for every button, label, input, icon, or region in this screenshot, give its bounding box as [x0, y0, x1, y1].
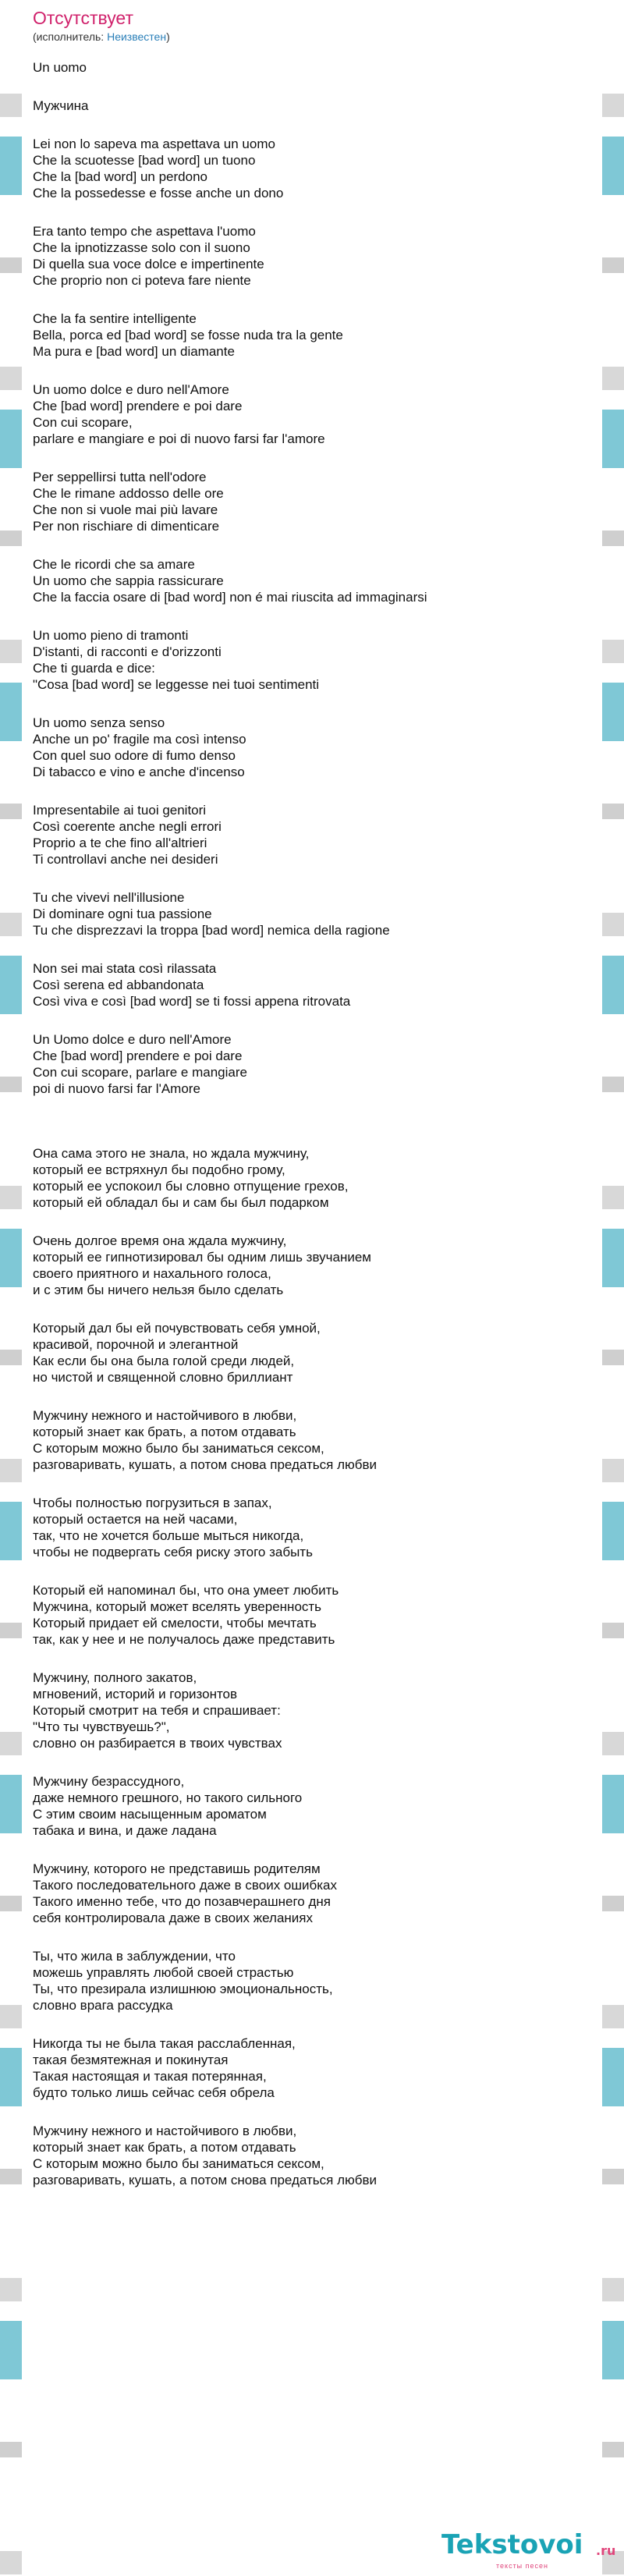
stanza [33, 223, 591, 289]
lyric-line: Такая настоящая и такая потерянная, [33, 2069, 267, 2084]
lyric-line: Мужчину безрассудного, [33, 1774, 185, 1789]
lyric-line: Che la scuotesse [bad word] un tuono [33, 153, 256, 168]
lyrics-card [22, 0, 602, 2576]
stanza [33, 1320, 591, 1386]
lyric-line: Bella, porca ed [bad word] se fosse nuda tra la gente [33, 328, 343, 342]
lyric-line: "Cosa [bad word] se leggesse nei tuoi sentimenti [33, 677, 320, 692]
lyric-line: который знает как брать, а потом отдавать [33, 1425, 296, 1439]
lyric-line: словно он разбирается в твоих чувствах [33, 1736, 282, 1751]
lyric-line: Che la faccia osare di [bad word] non é mai riuscita ad immaginarsi [33, 590, 427, 605]
lyric-line: Un uomo che sappia rassicurare [33, 573, 224, 588]
lyric-line: Per non rischiare di dimenticare [33, 519, 220, 534]
stanza [33, 715, 591, 780]
lyric-line: Proprio a te che fino all'altrieri [33, 836, 207, 850]
lyric-line: Con quel suo odore di fumo denso [33, 748, 236, 763]
lyric-line: Che le rimane addosso delle ore [33, 486, 224, 501]
stanza [33, 136, 591, 201]
stanza [33, 627, 591, 693]
site-logo[interactable] [441, 2529, 619, 2574]
lyric-line: своего приятного и нахального голоса, [33, 1266, 271, 1281]
lyric-line: себя контролировала даже в своих желаниях [33, 1911, 313, 1925]
artist-prefix: (исполнитель: [33, 30, 108, 43]
lyric-line: Che la fa sentire intelligente [33, 311, 197, 326]
lyric-line: и с этим бы ничего нельзя было сделать [33, 1283, 284, 1297]
stanza [33, 1407, 591, 1473]
lyric-line: D'istanti, di racconti e d'orizzonti [33, 644, 222, 659]
song-header [22, 0, 602, 44]
lyric-line: Non sei mai stata così rilassata [33, 961, 217, 976]
lyric-line: Di tabacco e vino e anche d'incenso [33, 765, 245, 779]
lyric-line: который ее гипнотизировал бы одним лишь звучанием [33, 1250, 371, 1265]
logo-tld: .ru [596, 2543, 616, 2558]
lyric-line: Che la [bad word] un perdono [33, 169, 207, 184]
lyric-line: так, как у нее и не получалось даже представить [33, 1632, 335, 1647]
artist-link[interactable]: Неизвестен [107, 30, 167, 43]
lyric-line: Tu che vivevi nell'illusione [33, 890, 185, 905]
lyric-line: но чистой и священной словно бриллиант [33, 1370, 293, 1385]
lyric-line: Который ей напоминал бы, что она умеет любить [33, 1583, 339, 1598]
lyric-line: Tu che disprezzavi la troppa [bad word] nemica della ragione [33, 923, 390, 938]
lyric-line: Как если бы она была голой среди людей, [33, 1354, 295, 1368]
lyric-line: Anche un po' fragile ma così intenso [33, 732, 246, 747]
stanza [33, 1773, 591, 1839]
lyric-line: Impresentabile ai tuoi genitori [33, 803, 207, 818]
lyric-line: табака и вина, и даже ладана [33, 1823, 217, 1838]
lyric-line: красивой, порочной и элегантной [33, 1337, 239, 1352]
song-title: Отсутствует [33, 8, 133, 28]
artist-suffix: ) [166, 30, 170, 43]
lyric-line: Che [bad word] prendere e poi dare [33, 399, 243, 413]
stanza [33, 1031, 591, 1097]
lyric-line: Con cui scopare, [33, 415, 133, 430]
lyric-line: Che le ricordi che sa amare [33, 557, 195, 572]
lyric-line: Ты, что презирала излишнюю эмоциональность, [33, 1982, 333, 1996]
lyric-line: Che ti guarda e dice: [33, 661, 155, 676]
lyric-line: Такого именно тебе, что до позавчерашнего дня [33, 1894, 331, 1909]
lyric-line: Era tanto tempo che aspettava l'uomo [33, 224, 256, 239]
lyric-line: Che la possedesse e fosse anche un dono [33, 186, 284, 200]
lyric-line: Che la ipnotizzasse solo con il suono [33, 240, 250, 255]
lyric-line: Che [bad word] prendere e poi dare [33, 1048, 243, 1063]
lyric-line: Così viva e così [bad word] se ti fossi appena ritrovata [33, 994, 351, 1009]
lyric-line: разговаривать, кушать, а потом снова предаться любви [33, 1457, 378, 1472]
lyric-line: такая безмятежная и покинутая [33, 2053, 229, 2067]
stanza [33, 960, 591, 1009]
lyric-line: Lei non lo sapeva ma aspettava un uomo [33, 137, 275, 151]
lyric-line: "Что ты чувствуешь?", [33, 1719, 170, 1734]
lyrics-body [22, 44, 602, 2188]
stanza [33, 469, 591, 534]
lyric-line: Un Uomo dolce e duro nell'Amore [33, 1032, 232, 1047]
lyric-line: мгновений, историй и горизонтов [33, 1687, 238, 1701]
stanza [33, 889, 591, 939]
stanza [33, 802, 591, 868]
lyric-line: Мужчина [33, 98, 89, 113]
stanza [33, 98, 591, 114]
lyric-line: Un uomo pieno di tramonti [33, 628, 189, 643]
lyric-line: который остается на ней часами, [33, 1512, 238, 1527]
stanza [33, 310, 591, 360]
lyric-line: Un uomo [33, 60, 87, 75]
lyric-line: который знает как брать, а потом отдавать [33, 2140, 296, 2155]
lyric-line: Un uomo dolce e duro nell'Amore [33, 382, 229, 397]
lyric-line: poi di nuovo farsi far l'Amore [33, 1081, 200, 1096]
lyric-line: Очень долгое время она ждала мужчину, [33, 1233, 287, 1248]
lyric-line: Мужчина, который может вселять уверенность [33, 1599, 322, 1614]
lyric-line: Никогда ты не была такая расслабленная, [33, 2036, 296, 2051]
lyric-line: Ma pura e [bad word] un diamante [33, 344, 235, 359]
lyric-line: Мужчину нежного и настойчивого в любви, [33, 2124, 297, 2138]
lyric-line: который ее успокоил бы словно отпущение грехов, [33, 1179, 349, 1194]
lyric-line: Она сама этого не знала, но ждала мужчину, [33, 1146, 310, 1161]
lyric-line: С этим своим насыщенным ароматом [33, 1807, 267, 1822]
lyric-line: Чтобы полностью погрузиться в запах, [33, 1496, 272, 1510]
lyric-line: чтобы не подвергать себя риску этого забыть [33, 1545, 313, 1559]
stanza [33, 1145, 591, 1211]
stanza [33, 1948, 591, 2014]
stanza [33, 1582, 591, 1648]
lyric-line: Che proprio non ci poteva fare niente [33, 273, 251, 288]
lyric-line: можешь управлять любой своей страстью [33, 1965, 294, 1980]
lyric-line: Così coerente anche negli errori [33, 819, 222, 834]
lyric-line: который ее встряхнул бы подобно грому, [33, 1162, 285, 1177]
lyric-line: Che non si vuole mai più lavare [33, 502, 218, 517]
lyric-line: будто только лишь сейчас себя обрела [33, 2085, 275, 2100]
lyric-line: разговаривать, кушать, а потом снова предаться любви [33, 2173, 378, 2187]
lyric-line: Мужчину, полного закатов, [33, 1670, 197, 1685]
lyric-line: Così serena ed abbandonata [33, 978, 204, 992]
lyric-line: Мужчину, которого не представишь родителям [33, 1861, 321, 1876]
lyric-line: С которым можно было бы заниматься сексом, [33, 2156, 324, 2171]
logo-tagline: тексты песен [496, 2562, 549, 2570]
lyric-line: Который смотрит на тебя и спрашивает: [33, 1703, 281, 1718]
lyric-line: Per seppellirsi tutta nell'odore [33, 470, 207, 484]
lyric-line: Con cui scopare, parlare e mangiare [33, 1065, 247, 1080]
stanza [33, 1861, 591, 1926]
lyric-line: Di dominare ogni tua passione [33, 907, 212, 921]
stanza [33, 1233, 591, 1298]
lyric-line: С которым можно было бы заниматься сексом, [33, 1441, 324, 1456]
lyric-line: даже немного грешного, но такого сильного [33, 1790, 303, 1805]
stanza [33, 1669, 591, 1751]
logo-name: Tekstovoi [441, 2529, 583, 2560]
stanza [33, 1495, 591, 1560]
stanza [33, 556, 591, 605]
lyric-line: Который придает ей смелости, чтобы мечтать [33, 1616, 317, 1630]
lyric-line: Такого последовательного даже в своих ошибках [33, 1878, 338, 1893]
lyric-line: Di quella sua voce dolce e impertinente [33, 257, 264, 271]
stanza [33, 2123, 591, 2188]
lyric-line: так, что не хочется больше мыться никогда, [33, 1528, 304, 1543]
artist-line [33, 30, 591, 44]
lyric-line: Ti controllavi anche nei desideri [33, 852, 218, 867]
lyric-line: Un uomo senza senso [33, 715, 165, 730]
stanza [33, 381, 591, 447]
lyric-line: Который дал бы ей почувствовать себя умной, [33, 1321, 321, 1336]
lyric-line: Мужчину нежного и настойчивого в любви, [33, 1408, 297, 1423]
stanza [33, 59, 591, 76]
lyric-line: Ты, что жила в заблуждении, что [33, 1949, 236, 1964]
lyric-line: словно врага рассудка [33, 1998, 173, 2013]
stanza [33, 2035, 591, 2101]
lyric-line: который ей обладал бы и сам бы был подарком [33, 1195, 329, 1210]
lyric-line: parlare e mangiare e poi di nuovo farsi far l'amore [33, 431, 325, 446]
